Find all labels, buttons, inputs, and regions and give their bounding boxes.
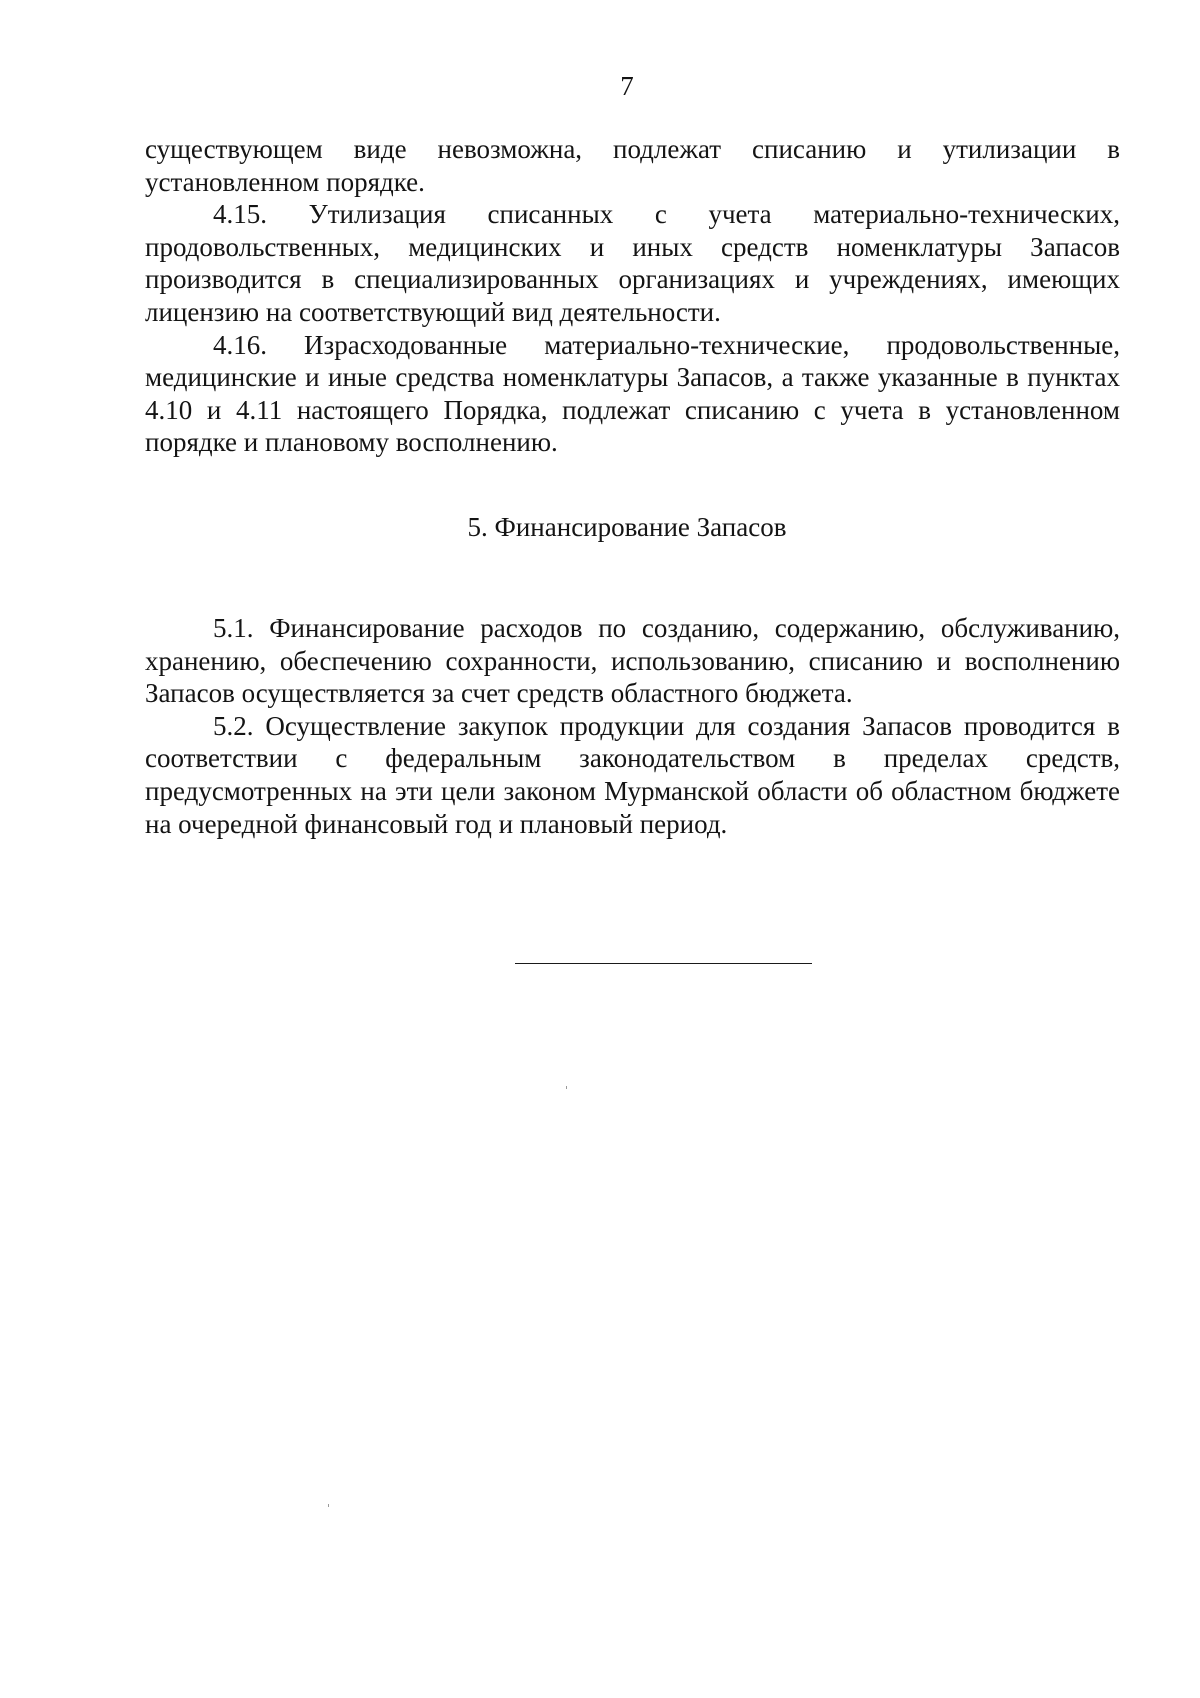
closing-rule [515,963,812,964]
paragraph-4-14-continuation: существующем виде невозможна, подлежат списанию и утилизации в установленном порядке. [145,134,1120,197]
page-number: 7 [620,71,634,101]
paragraph-5-2: 5.2. Осуществление закупок продукции для создания Запасов проводится в соответствии с федеральным законодательством в пределах средств, предусмотренных на эти цели законом Мурманской области об областном бюджете на очередной финансовый год и плановый период. [145,710,1120,839]
paragraph-4-16: 4.16. Израсходованные материально-технические, продовольственные, медицинские и иные средства номенклатуры Запасов, а также указанные в пунктах 4.10 и 4.11 настоящего Порядка, подлежат списанию с учета в установленном порядке и плановому восполнению. [145,329,1120,458]
section-5-heading: 5. Финансирование Запасов [467,512,787,542]
scan-speck [566,1086,567,1089]
section-5-body [145,612,1120,840]
scan-speck [328,1504,329,1507]
paragraph-4-15: 4.15. Утилизация списанных с учета материально-технических, продовольственных, медицинских и иных средств номенклатуры Запасов производится в специализированных организациях и учреждениях, имеющих лицензию на соответствующий вид деятельности. [145,199,1120,327]
section-4-continuation [145,133,1120,459]
paragraph-5-1: 5.1. Финансирование расходов по созданию, содержанию, обслуживанию, хранению, обеспечению сохранности, использованию, списанию и восполнению Запасов осуществляется за счет средств областного бюджета. [145,613,1120,709]
